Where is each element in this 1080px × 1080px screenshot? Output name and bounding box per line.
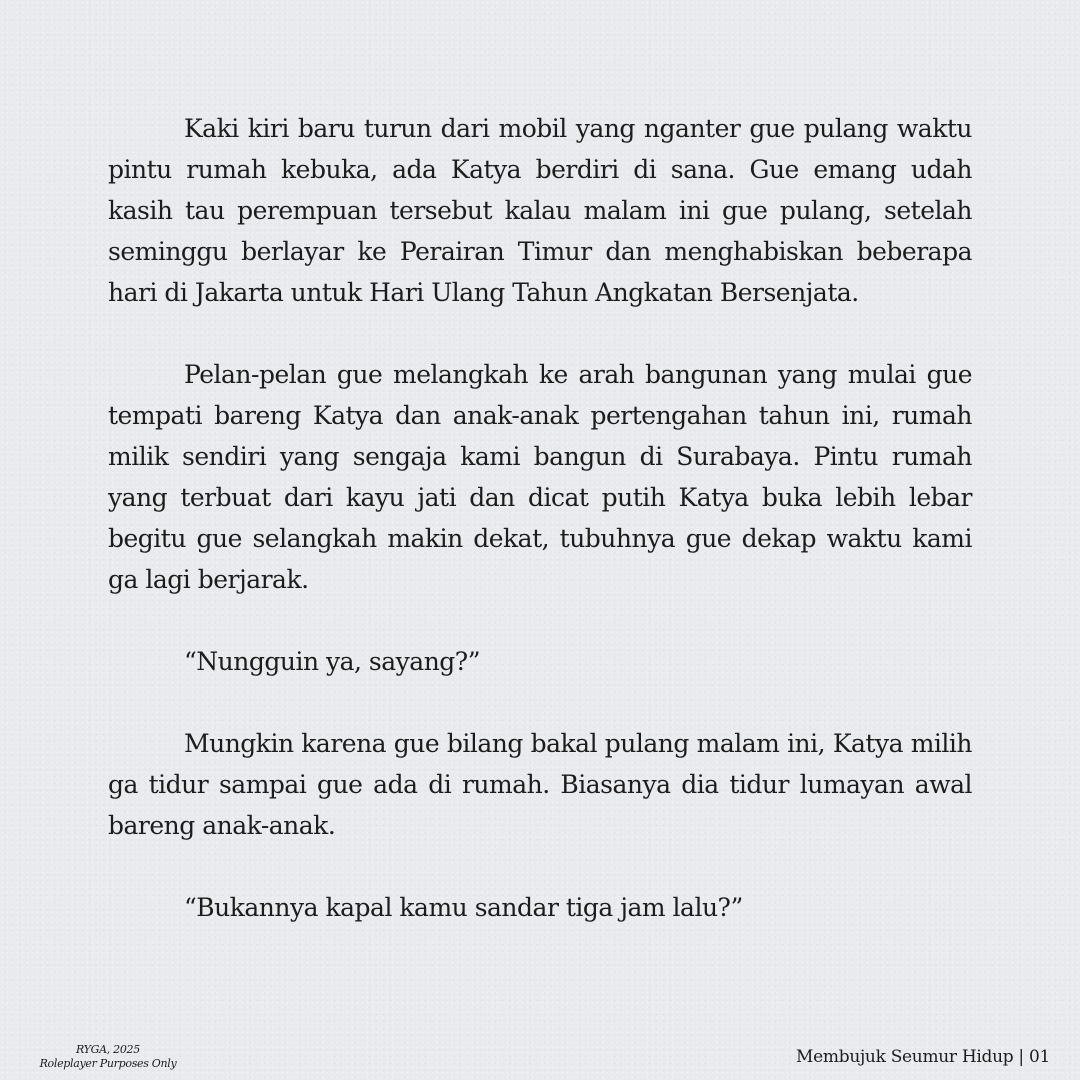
credit-author-year: RYGA, 2025: [76, 1043, 140, 1056]
story-text: [108, 108, 972, 928]
paragraph-spacer: [108, 846, 972, 887]
paragraph-spacer: [108, 600, 972, 641]
story-paragraph-1: Kaki kiri baru turun dari mobil yang nganter gue pulang waktu pintu rumah kebuka, ada Katya berdiri di sana. Gue emang udah kasih tau perempuan tersebut kalau malam ini gue pulang, setelah seminggu berlayar ke Perairan Timur dan menghabiskan beberapa hari di Jakarta untuk Hari Ulang Tahun Angkatan Bersenjata.: [108, 114, 972, 307]
title-page-number: Membujuk Seumur Hidup | 01: [796, 1047, 1050, 1067]
story-paragraph-2: Pelan-pelan gue melangkah ke arah bangunan yang mulai gue tempati bareng Katya dan anak-anak pertengahan tahun ini, rumah milik sendiri yang sengaja kami bangun di Surabaya. Pintu rumah yang terbuat dari kayu jati dan dicat putih Katya buka lebih lebar begitu gue selangkah makin dekat, tubuhnya gue dekap waktu kami ga lagi berjarak.: [108, 360, 972, 594]
story-dialogue-1: “Nungguin ya, sayang?”: [184, 647, 480, 676]
credit-disclaimer: Roleplayer Purposes Only: [39, 1057, 177, 1070]
story-paragraph-3: Mungkin karena gue bilang bakal pulang malam ini, Katya milih ga tidur sampai gue ada di rumah. Biasanya dia tidur lumayan awal bareng anak-anak.: [108, 729, 972, 840]
paragraph-spacer: [108, 313, 972, 354]
paragraph-spacer: [108, 682, 972, 723]
credit-block: [28, 1043, 188, 1071]
story-dialogue-2: “Bukannya kapal kamu sandar tiga jam lalu?”: [184, 893, 743, 922]
